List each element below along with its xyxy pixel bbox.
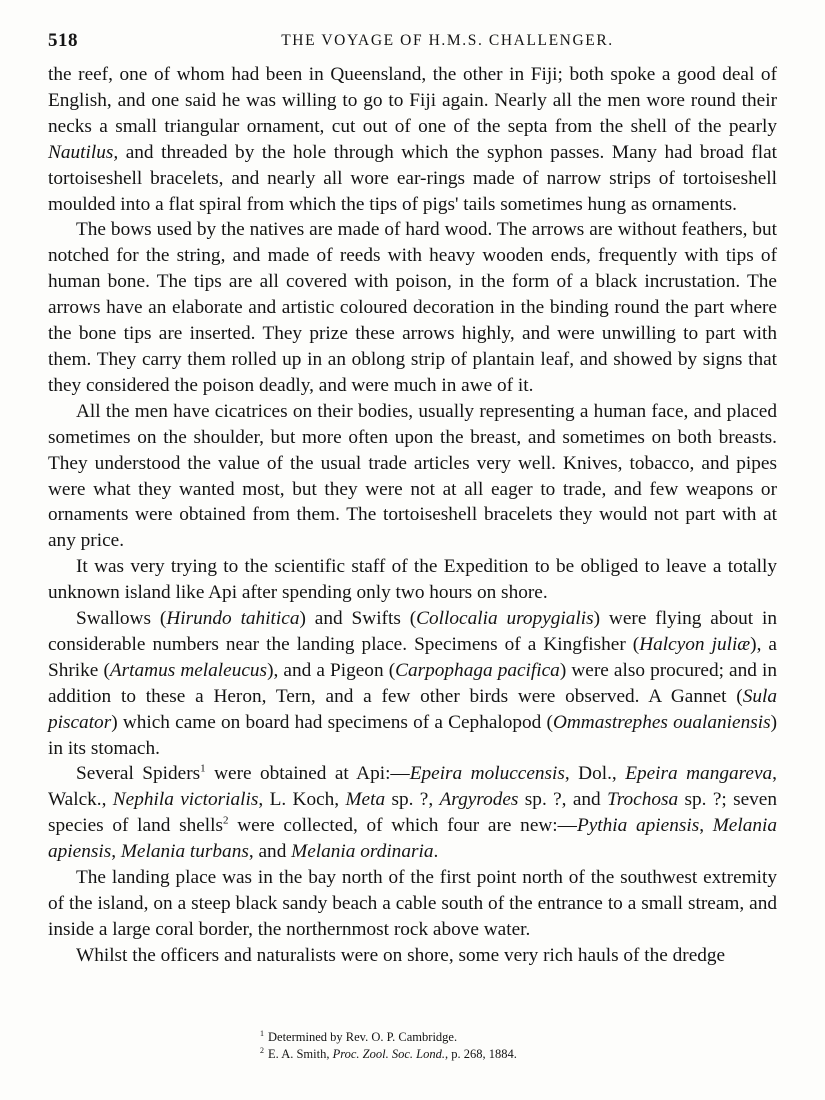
paragraph-2: The bows used by the natives are made of hard wood. The arrows are without feathers, but notched for the string, and made of reeds with heavy wooden ends, frequently with tips of human bone. The tips are all covered with poison, in the form of a black incrustation. The arrows have an elaborate and artistic coloured decoration in the binding round the part where the bone tips are inserted. They prize these arrows highly, and were unwilling to part with them. They carry them rolled up in an oblong strip of plantain leaf, and showed by signs that they considered the poison deadly, and were much in awe of it. [48, 219, 777, 396]
paragraph-1: the reef, one of whom had been in Queensland, the other in Fiji; both spoke a good deal of English, and one said he was willing to go to Fiji again. Nearly all the men wore round their necks a small triangular ornament, cut out of one of the septa from the shell of the pearly Nautilus, and threaded by the hole through which the syphon passes. Many had broad flat tortoiseshell bracelets, and nearly all wore ear-rings made of narrow strips of tortoiseshell moulded into a flat spiral from which the tips of pigs' tails sometimes hung as ornaments. [48, 64, 777, 215]
paragraph-3: All the men have cicatrices on their bodies, usually representing a human face, and placed sometimes on the shoulder, but more often upon the breast, and sometimes on both breasts. They understood the value of the usual trade articles very well. Knives, tobacco, and pipes were what they wanted most, but they were not at all eager to trade, and few weapons or ornaments were obtained from them. The tortoiseshell bracelets they would not part with at any price. [48, 400, 777, 552]
paragraph-6: Several Spiders$^1$ were obtained at Api:—Epeira moluccensis, Dol., Epeira mangareva, Walck., Nephila victorialis, L. Koch, Meta sp. ?, Argyrodes sp. ?, and Trochosa sp. ?; seven species of land shells$^2$ were collected, of which four are new:—Pythia apiensis, Melania apiensis, Melania turbans, and Melania ordinaria. [48, 763, 777, 863]
running-head: THE VOYAGE OF H.M.S. CHALLENGER. [281, 32, 614, 49]
paragraph-8: Whilst the officers and naturalists were on shore, some very rich hauls of the dredge [76, 944, 726, 966]
footnote-1: $^1$ Determined by Rev. O. P. Cambridge. [260, 1028, 458, 1044]
paragraph-4: It was very trying to the scientific staff of the Expedition to be obliged to leave a totally unknown island like Api after spending only two hours on shore. [48, 556, 777, 604]
page-number: 518 [48, 30, 78, 51]
footnote-ref-2: 2 [223, 814, 229, 827]
paragraph-7: The landing place was in the bay north of the first point north of the southwest extremity of the island, on a steep black sandy beach a cable south of the entrance to a small stream, and inside a large coral border, the northernmost rock above water. [48, 867, 777, 940]
page-header [48, 30, 777, 62]
footnote-ref-1: 1 [200, 763, 206, 776]
footnote-2: $^2$ E. A. Smith, Proc. Zool. Soc. Lond., p. 268, 1884. [260, 1045, 517, 1061]
paragraph-5: Swallows (Hirundo tahitica) and Swifts (Collocalia uropygialis) were flying about in considerable numbers near the landing place. Specimens of a Kingfisher (Halcyon juliæ), a Shrike (Artamus melaleucus), and a Pigeon (Carpophaga pacifica) were also procured; and in addition to these a Heron, Tern, and a few other birds were observed. A Gannet (Sula piscator) which came on board had specimens of a Cephalopod (Ommastrephes oualaniensis) in its stomach. [48, 608, 778, 759]
footnotes [260, 1029, 517, 1063]
body-text [48, 62, 777, 969]
